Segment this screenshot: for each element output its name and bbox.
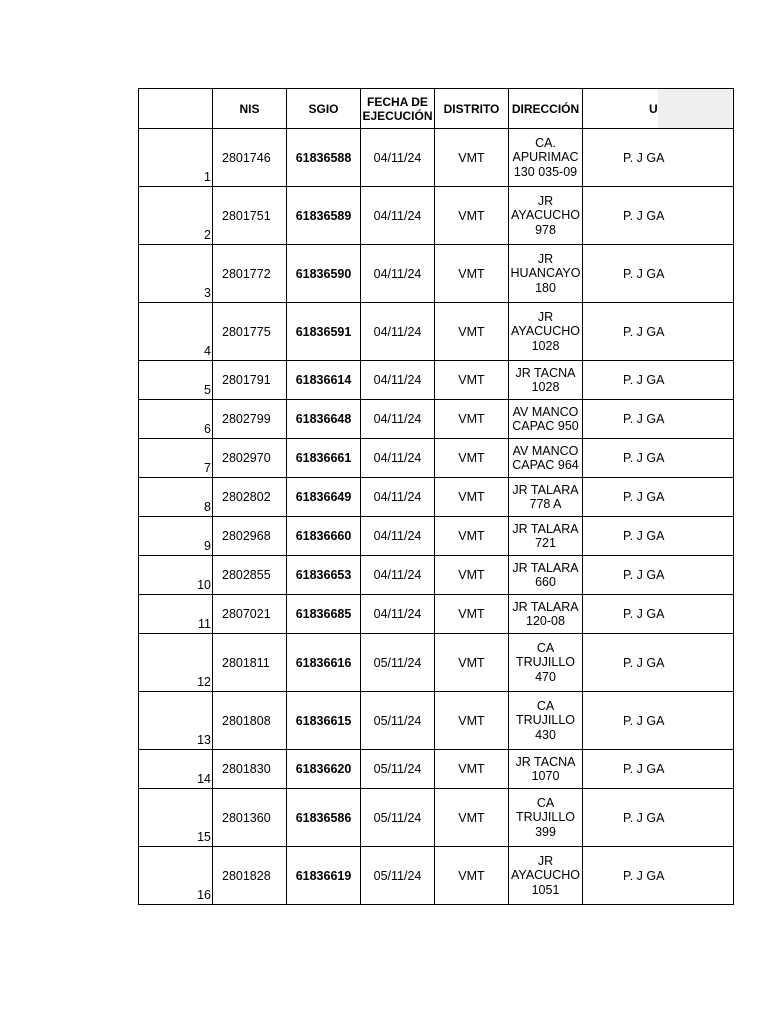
cell-fecha: 04/11/24 bbox=[361, 439, 435, 478]
cell-sgio: 61836591 bbox=[287, 303, 361, 361]
header-nis: NIS bbox=[213, 89, 287, 129]
table-header-row bbox=[139, 89, 734, 129]
header-distrito: DISTRITO bbox=[435, 89, 509, 129]
cell-direccion: AV MANCO CAPAC 950 bbox=[509, 400, 583, 439]
cell-fecha: 04/11/24 bbox=[361, 556, 435, 595]
cell-sgio: 61836653 bbox=[287, 556, 361, 595]
cell-distrito: VMT bbox=[435, 478, 509, 517]
table-row bbox=[139, 129, 734, 187]
cell-sgio: 61836589 bbox=[287, 187, 361, 245]
table-row bbox=[139, 750, 734, 789]
cell-nis: 2801775 bbox=[213, 303, 287, 361]
cell-u: P. J GA bbox=[583, 595, 734, 634]
table-row bbox=[139, 187, 734, 245]
cell-direccion: CA TRUJILLO 470 bbox=[509, 634, 583, 692]
cell-u: P. J GA bbox=[583, 361, 734, 400]
row-index: 5 bbox=[139, 361, 213, 400]
cell-nis: 2801830 bbox=[213, 750, 287, 789]
cell-distrito: VMT bbox=[435, 634, 509, 692]
cell-nis: 2801360 bbox=[213, 789, 287, 847]
cell-fecha: 04/11/24 bbox=[361, 245, 435, 303]
table-row bbox=[139, 789, 734, 847]
cell-fecha: 04/11/24 bbox=[361, 187, 435, 245]
cell-fecha: 04/11/24 bbox=[361, 400, 435, 439]
cell-fecha: 05/11/24 bbox=[361, 847, 435, 905]
cell-distrito: VMT bbox=[435, 595, 509, 634]
cell-distrito: VMT bbox=[435, 789, 509, 847]
cell-u: P. J GA bbox=[583, 478, 734, 517]
cell-distrito: VMT bbox=[435, 129, 509, 187]
cell-u: P. J GA bbox=[583, 245, 734, 303]
row-index: 14 bbox=[139, 750, 213, 789]
row-index: 16 bbox=[139, 847, 213, 905]
cell-direccion: JR TALARA 120-08 bbox=[509, 595, 583, 634]
cell-distrito: VMT bbox=[435, 692, 509, 750]
row-index: 11 bbox=[139, 595, 213, 634]
cell-fecha: 04/11/24 bbox=[361, 303, 435, 361]
cell-u: P. J GA bbox=[583, 556, 734, 595]
cell-nis: 2801751 bbox=[213, 187, 287, 245]
cell-u: P. J GA bbox=[583, 303, 734, 361]
row-index: 2 bbox=[139, 187, 213, 245]
cell-distrito: VMT bbox=[435, 245, 509, 303]
cell-u: P. J GA bbox=[583, 750, 734, 789]
cell-nis: 2801772 bbox=[213, 245, 287, 303]
header-direccion: DIRECCIÓN bbox=[509, 89, 583, 129]
cell-distrito: VMT bbox=[435, 439, 509, 478]
table-row bbox=[139, 692, 734, 750]
cell-distrito: VMT bbox=[435, 187, 509, 245]
table-row bbox=[139, 303, 734, 361]
cell-sgio: 61836648 bbox=[287, 400, 361, 439]
cell-distrito: VMT bbox=[435, 750, 509, 789]
table-row bbox=[139, 595, 734, 634]
row-index: 4 bbox=[139, 303, 213, 361]
cell-distrito: VMT bbox=[435, 400, 509, 439]
cell-nis: 2802855 bbox=[213, 556, 287, 595]
cell-u: P. J GA bbox=[583, 187, 734, 245]
cell-sgio: 61836661 bbox=[287, 439, 361, 478]
cell-nis: 2802799 bbox=[213, 400, 287, 439]
row-index: 8 bbox=[139, 478, 213, 517]
cell-distrito: VMT bbox=[435, 517, 509, 556]
row-index: 6 bbox=[139, 400, 213, 439]
header-fecha-label: FECHA DE EJECUCIÓN bbox=[362, 94, 433, 123]
cell-nis: 2802968 bbox=[213, 517, 287, 556]
cell-sgio: 61836660 bbox=[287, 517, 361, 556]
cell-fecha: 04/11/24 bbox=[361, 129, 435, 187]
cell-direccion: CA TRUJILLO 399 bbox=[509, 789, 583, 847]
cell-distrito: VMT bbox=[435, 556, 509, 595]
cell-direccion: CA TRUJILLO 430 bbox=[509, 692, 583, 750]
cell-u: P. J GA bbox=[583, 517, 734, 556]
cell-sgio: 61836590 bbox=[287, 245, 361, 303]
cell-sgio: 61836620 bbox=[287, 750, 361, 789]
orders-table bbox=[138, 88, 734, 905]
cell-direccion: AV MANCO CAPAC 964 bbox=[509, 439, 583, 478]
cell-sgio: 61836649 bbox=[287, 478, 361, 517]
cell-direccion: JR TACNA 1070 bbox=[509, 750, 583, 789]
cell-fecha: 04/11/24 bbox=[361, 595, 435, 634]
cell-distrito: VMT bbox=[435, 303, 509, 361]
cell-nis: 2801811 bbox=[213, 634, 287, 692]
table-row bbox=[139, 245, 734, 303]
row-index: 10 bbox=[139, 556, 213, 595]
cell-u: P. J GA bbox=[583, 400, 734, 439]
cell-nis: 2801791 bbox=[213, 361, 287, 400]
cell-sgio: 61836586 bbox=[287, 789, 361, 847]
cell-direccion: JR TALARA 721 bbox=[509, 517, 583, 556]
cell-u: P. J GA bbox=[583, 439, 734, 478]
cell-sgio: 61836588 bbox=[287, 129, 361, 187]
cell-sgio: 61836615 bbox=[287, 692, 361, 750]
cell-direccion: JR TACNA 1028 bbox=[509, 361, 583, 400]
cell-direccion: JR TALARA 660 bbox=[509, 556, 583, 595]
cell-sgio: 61836685 bbox=[287, 595, 361, 634]
table-row bbox=[139, 478, 734, 517]
table-row bbox=[139, 400, 734, 439]
row-index: 3 bbox=[139, 245, 213, 303]
cell-direccion: JR AYACUCHO 1028 bbox=[509, 303, 583, 361]
cell-u: P. J GA bbox=[583, 789, 734, 847]
cell-nis: 2802970 bbox=[213, 439, 287, 478]
cell-direccion: JR AYACUCHO 978 bbox=[509, 187, 583, 245]
cell-nis: 2802802 bbox=[213, 478, 287, 517]
table-row bbox=[139, 556, 734, 595]
cell-u: P. J GA bbox=[583, 129, 734, 187]
cell-fecha: 04/11/24 bbox=[361, 517, 435, 556]
row-index: 9 bbox=[139, 517, 213, 556]
cell-fecha: 05/11/24 bbox=[361, 634, 435, 692]
cell-direccion: JR AYACUCHO 1051 bbox=[509, 847, 583, 905]
row-index: 7 bbox=[139, 439, 213, 478]
header-sgio: SGIO bbox=[287, 89, 361, 129]
cell-u: P. J GA bbox=[583, 692, 734, 750]
cell-fecha: 05/11/24 bbox=[361, 692, 435, 750]
row-index: 1 bbox=[139, 129, 213, 187]
cell-distrito: VMT bbox=[435, 361, 509, 400]
row-index: 15 bbox=[139, 789, 213, 847]
cell-u: P. J GA bbox=[583, 847, 734, 905]
cell-fecha: 04/11/24 bbox=[361, 361, 435, 400]
table-row bbox=[139, 439, 734, 478]
header-index bbox=[139, 89, 213, 129]
cell-direccion: JR HUANCAYO 180 bbox=[509, 245, 583, 303]
cell-sgio: 61836619 bbox=[287, 847, 361, 905]
table-row bbox=[139, 847, 734, 905]
cell-fecha: 05/11/24 bbox=[361, 789, 435, 847]
cell-distrito: VMT bbox=[435, 847, 509, 905]
row-index: 12 bbox=[139, 634, 213, 692]
header-u: U bbox=[583, 89, 734, 129]
cell-direccion: CA. APURIMAC 130 035-09 bbox=[509, 129, 583, 187]
table-row bbox=[139, 517, 734, 556]
cell-sgio: 61836614 bbox=[287, 361, 361, 400]
cell-fecha: 05/11/24 bbox=[361, 750, 435, 789]
header-fecha bbox=[361, 89, 435, 129]
table-row bbox=[139, 634, 734, 692]
cell-u: P. J GA bbox=[583, 634, 734, 692]
cell-direccion: JR TALARA 778 A bbox=[509, 478, 583, 517]
table-row bbox=[139, 361, 734, 400]
cell-nis: 2801828 bbox=[213, 847, 287, 905]
cell-fecha: 04/11/24 bbox=[361, 478, 435, 517]
cell-nis: 2807021 bbox=[213, 595, 287, 634]
cell-nis: 2801746 bbox=[213, 129, 287, 187]
cell-nis: 2801808 bbox=[213, 692, 287, 750]
table-viewport bbox=[138, 88, 665, 904]
cell-sgio: 61836616 bbox=[287, 634, 361, 692]
row-index: 13 bbox=[139, 692, 213, 750]
